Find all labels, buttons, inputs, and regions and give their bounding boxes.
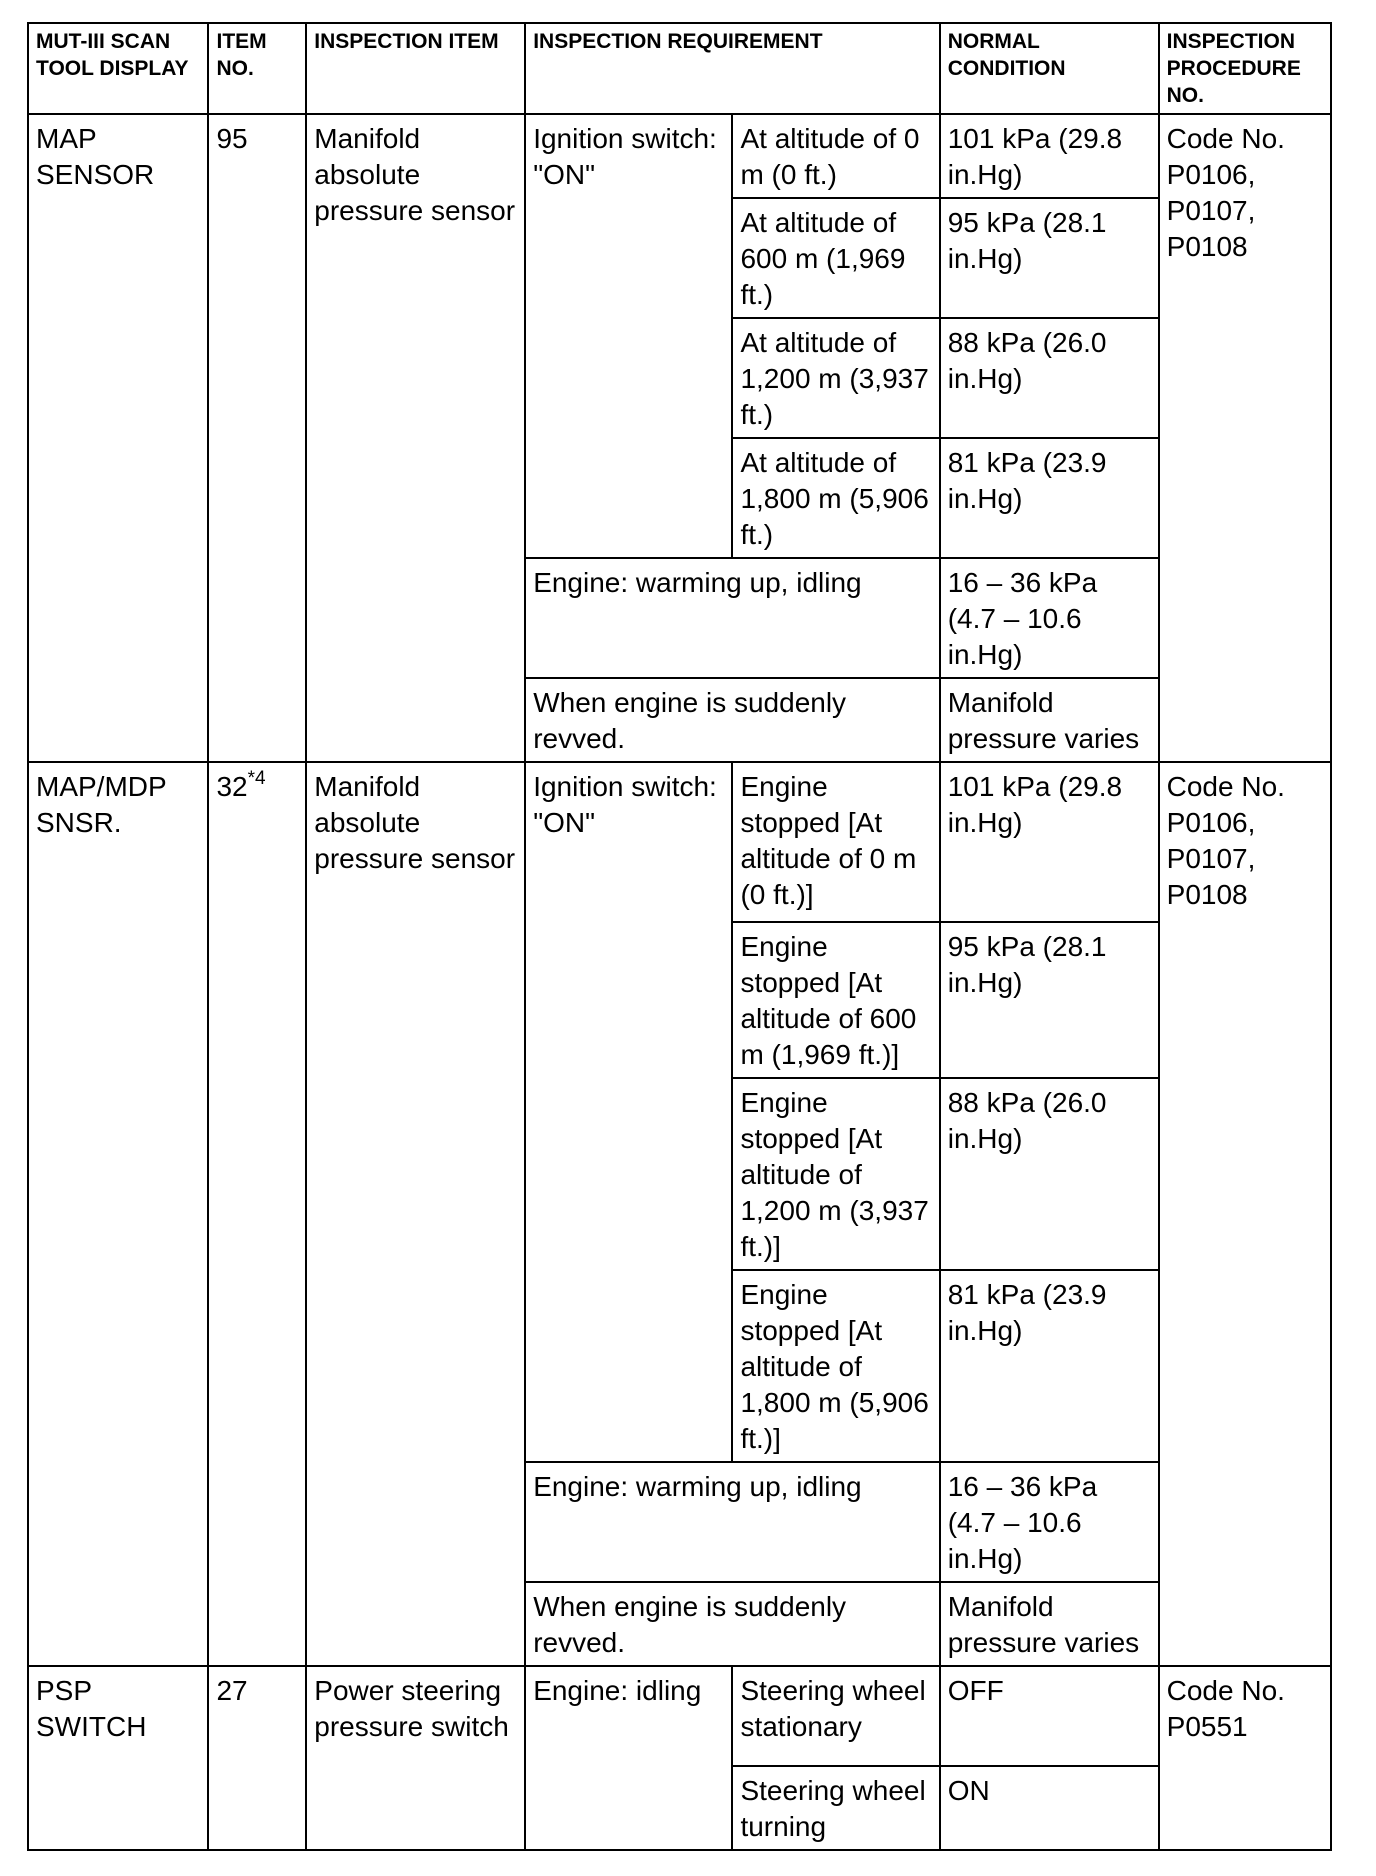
inspection-procedure-cell: Code No. P0106, P0107, P0108 xyxy=(1159,114,1331,762)
item-no-value: 95 xyxy=(216,123,248,154)
normal-condition-cell: 95 kPa (28.1 in.Hg) xyxy=(940,922,1159,1078)
scan-tool-display-cell: MAP SENSOR xyxy=(28,114,208,762)
requirement-sub-cell: Steering wheel turning xyxy=(732,1766,939,1850)
normal-condition-cell: Manifold pressure varies xyxy=(940,678,1159,762)
requirement-sub-cell: Engine stopped [At altitude of 1,200 m (3,937 ft.)] xyxy=(732,1078,939,1270)
normal-condition-cell: 88 kPa (26.0 in.Hg) xyxy=(940,318,1159,438)
inspection-table xyxy=(27,22,1332,1851)
requirement-condition-cell: Engine: warming up, idling xyxy=(525,1462,940,1582)
inspection-item-cell: Manifold absolute pressure sensor xyxy=(306,114,525,762)
table-row xyxy=(28,1666,1331,1766)
item-no-footnote: *4 xyxy=(247,767,266,789)
normal-condition-cell: 16 – 36 kPa (4.7 – 10.6 in.Hg) xyxy=(940,1462,1159,1582)
header-item-no: ITEM NO. xyxy=(208,23,306,114)
inspection-item-cell: Power steering pressure switch xyxy=(306,1666,525,1850)
requirement-sub-cell: Steering wheel stationary xyxy=(732,1666,939,1766)
requirement-condition-cell: When engine is suddenly revved. xyxy=(525,1582,940,1666)
header-normal-condition: NORMAL CONDITION xyxy=(940,23,1159,114)
normal-condition-cell: 88 kPa (26.0 in.Hg) xyxy=(940,1078,1159,1270)
requirement-condition-cell: Engine: idling xyxy=(525,1666,732,1850)
item-no-cell xyxy=(208,762,306,1666)
inspection-item-cell: Manifold absolute pressure sensor xyxy=(306,762,525,1666)
requirement-sub-cell: Engine stopped [At altitude of 0 m (0 ft.)] xyxy=(732,762,939,922)
requirement-sub-cell: At altitude of 1,200 m (3,937 ft.) xyxy=(732,318,939,438)
normal-condition-cell: 81 kPa (23.9 in.Hg) xyxy=(940,438,1159,558)
scan-tool-display-cell: PSP SWITCH xyxy=(28,1666,208,1850)
normal-condition-cell: 101 kPa (29.8 in.Hg) xyxy=(940,114,1159,198)
inspection-procedure-cell: Code No. P0551 xyxy=(1159,1666,1331,1850)
requirement-sub-cell: At altitude of 0 m (0 ft.) xyxy=(732,114,939,198)
header-scan-tool-display: MUT-III SCAN TOOL DISPLAY xyxy=(28,23,208,114)
table-row xyxy=(28,762,1331,922)
requirement-condition-cell: Engine: warming up, idling xyxy=(525,558,940,678)
item-no-value: 32 xyxy=(216,771,248,802)
requirement-sub-cell: At altitude of 600 m (1,969 ft.) xyxy=(732,198,939,318)
normal-condition-cell: 95 kPa (28.1 in.Hg) xyxy=(940,198,1159,318)
item-no-cell xyxy=(208,1666,306,1850)
item-no-value: 27 xyxy=(216,1675,248,1706)
item-no-cell xyxy=(208,114,306,762)
requirement-sub-cell: At altitude of 1,800 m (5,906 ft.) xyxy=(732,438,939,558)
header-inspection-item: INSPECTION ITEM xyxy=(306,23,525,114)
inspection-procedure-cell: Code No. P0106, P0107, P0108 xyxy=(1159,762,1331,1666)
requirement-condition-cell: When engine is suddenly revved. xyxy=(525,678,940,762)
table-row xyxy=(28,114,1331,198)
requirement-sub-cell: Engine stopped [At altitude of 1,800 m (5,906 ft.)] xyxy=(732,1270,939,1462)
header-row xyxy=(28,23,1331,114)
normal-condition-cell: 16 – 36 kPa (4.7 – 10.6 in.Hg) xyxy=(940,558,1159,678)
header-inspection-procedure: INSPECTION PROCEDURE NO. xyxy=(1159,23,1331,114)
header-inspection-requirement: INSPECTION REQUIREMENT xyxy=(525,23,940,114)
scan-tool-display-cell: MAP/MDP SNSR. xyxy=(28,762,208,1666)
requirement-sub-cell: Engine stopped [At altitude of 600 m (1,969 ft.)] xyxy=(732,922,939,1078)
normal-condition-cell: 101 kPa (29.8 in.Hg) xyxy=(940,762,1159,922)
normal-condition-cell: Manifold pressure varies xyxy=(940,1582,1159,1666)
normal-condition-cell: 81 kPa (23.9 in.Hg) xyxy=(940,1270,1159,1462)
normal-condition-cell: OFF xyxy=(940,1666,1159,1766)
requirement-condition-cell: Ignition switch: "ON" xyxy=(525,762,732,1462)
table-body xyxy=(28,114,1331,1850)
normal-condition-cell: ON xyxy=(940,1766,1159,1850)
requirement-condition-cell: Ignition switch: "ON" xyxy=(525,114,732,558)
